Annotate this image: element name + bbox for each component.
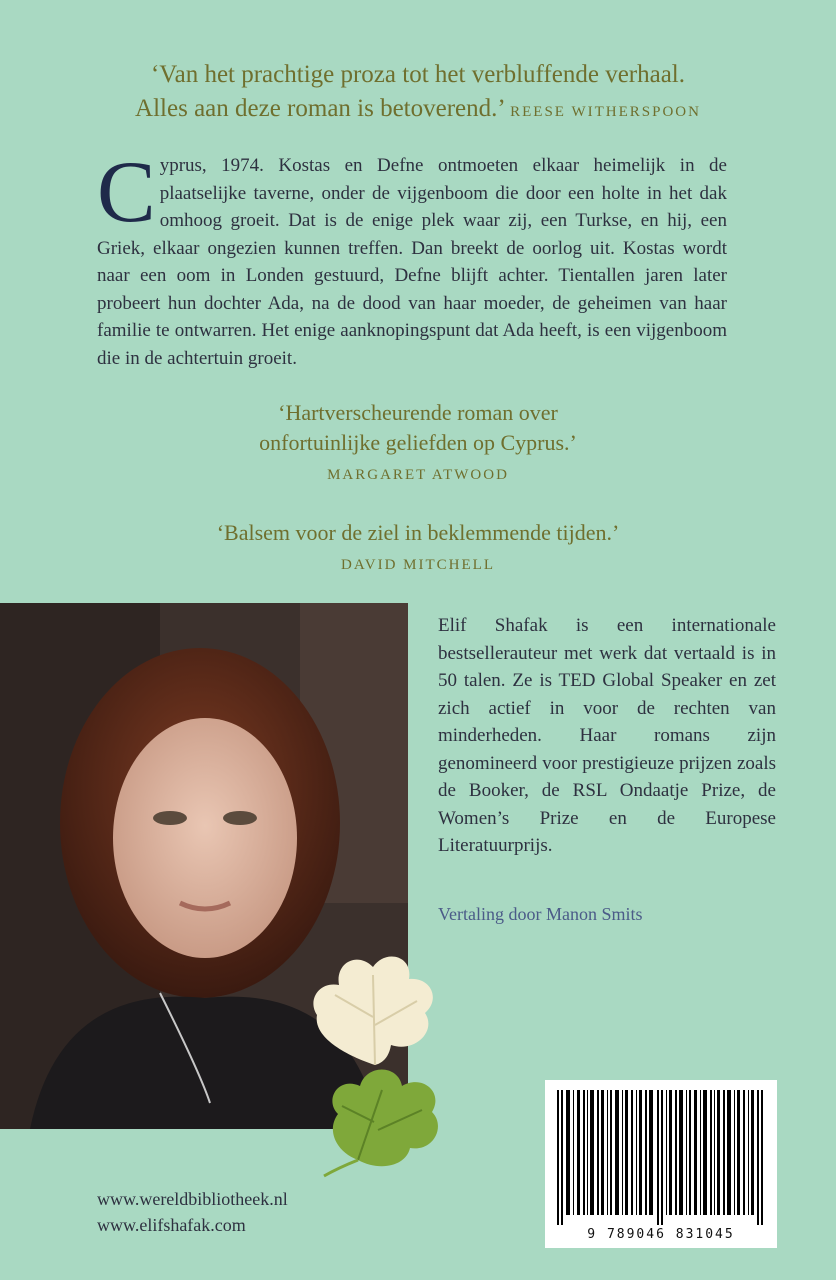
synopsis [97, 144, 727, 372]
fig-leaf-green-icon [318, 1060, 448, 1180]
top-quote [60, 58, 776, 129]
translator-credit: Vertaling door Manon Smits [438, 904, 643, 924]
top-quote-attribution: REESE WITHERSPOON [510, 104, 701, 120]
websites [97, 1186, 288, 1238]
quote-mitchell-line1: ‘Balsem voor de ziel in beklemmende tijden.’ [216, 520, 620, 545]
quote-atwood [60, 398, 776, 490]
top-quote-line2: Alles aan deze roman is betoverend.’ [135, 95, 504, 122]
quote-atwood-line1: ‘Hartverscheurende roman over [278, 400, 558, 425]
isbn-number: 9 789046 831045 [587, 1227, 735, 1242]
barcode [545, 1080, 777, 1248]
author-bio: Elif Shafak is een internationale bestsellerauteur met werk dat vertaald is in 50 talen. Ze is TED Global Speaker en zet zich actief in voor de rechten van minderheden. Haar romans zijn genomineerd voor prestigieuze prijzen zoals de Booker, de RSL Ondaatje Prize, de Women’s Prize en de Europese Literatuurprijs. [438, 615, 776, 856]
barcode-bars-icon [545, 1080, 777, 1248]
synopsis-dropcap: C [97, 144, 156, 241]
website-elifshafak: www.elifshafak.com [97, 1215, 246, 1235]
quote-mitchell [60, 518, 776, 580]
quote-atwood-attribution: MARGARET ATWOOD [327, 467, 509, 483]
fig-leaf-cream-icon [305, 945, 445, 1070]
quote-mitchell-attribution: DAVID MITCHELL [341, 557, 495, 573]
quote-atwood-line2: onfortuinlijke geliefden op Cyprus.’ [259, 430, 577, 455]
top-quote-line1: ‘Van het prachtige proza tot het verbluffende verhaal. [150, 61, 686, 88]
synopsis-text: yprus, 1974. Kostas en Defne ontmoeten elkaar heimelijk in de plaatselijke taverne, onder de vijgenboom die door een holte in het dak omhoog groeit. Dat is de enige plek waar zij, een Turkse, en hij, een Griek, elkaar ongezien kunnen treffen. Dan breekt de oorlog uit. Kostas wordt naar een oom in Londen gestuurd, Defne blijft achter. Tientallen jaren later probeert hun dochter Ada, na de dood van haar moeder, de geheimen van haar familie te ontwarren. Het enige aanknopingspunt dat Ada heeft, is een vijgenboom die in de achtertuin groeit. [97, 155, 727, 369]
top-quote-line2-row [60, 92, 776, 129]
website-wereldbibliotheek: www.wereldbibliotheek.nl [97, 1189, 288, 1209]
